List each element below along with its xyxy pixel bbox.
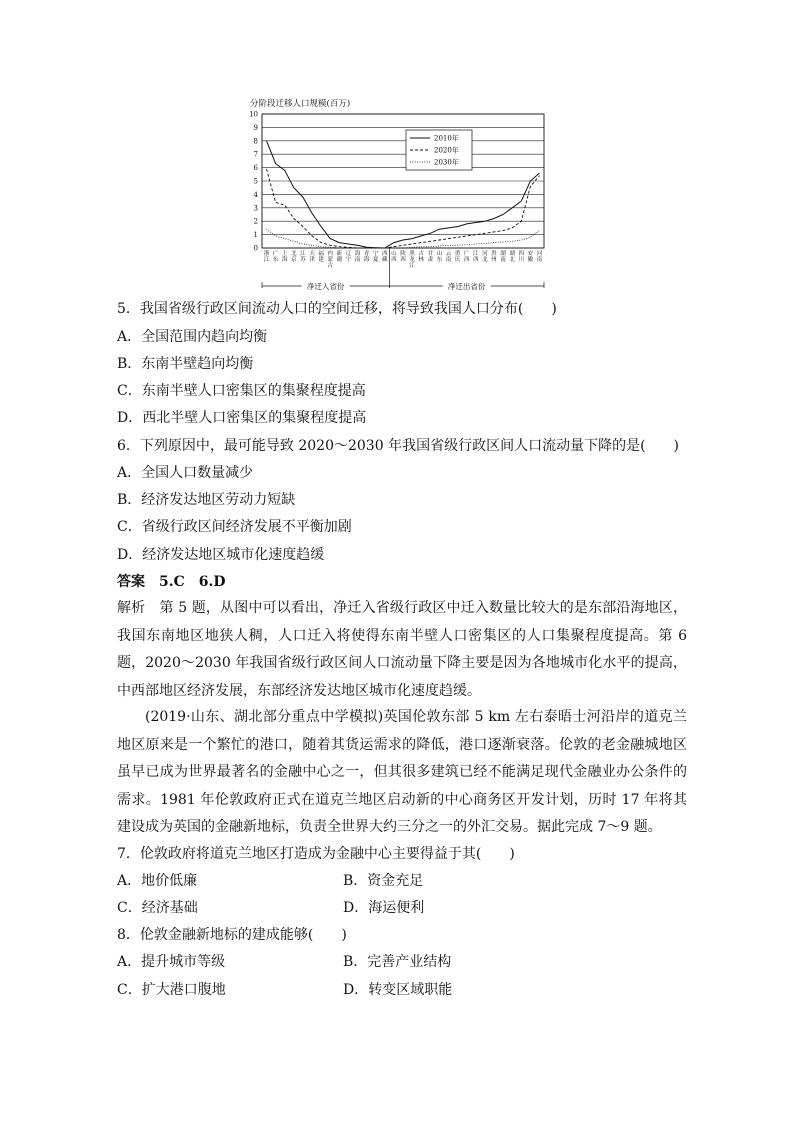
q8-option-b: B．完善产业结构 <box>343 954 452 970</box>
q7-option-c: C．经济基础 <box>117 900 198 916</box>
q8-option-c: C．扩大港口腹地 <box>117 982 226 998</box>
q6-stem: 6．下列原因中，最可能导致 2020～2030 年我国省级行政区间人口流动量下降的是( ) <box>117 438 679 454</box>
q7-option-b: B．资金充足 <box>343 873 424 889</box>
x-tick-label: 山东 <box>436 251 443 263</box>
group-label: 净迁出省份 <box>447 282 486 291</box>
q6-option-b: B．经济发达地区劳动力短缺 <box>117 492 296 508</box>
x-tick-label: 黑龙江 <box>409 251 415 269</box>
y-tick-label: 0 <box>253 244 258 253</box>
x-tick-label: 北京 <box>291 251 297 263</box>
x-tick-label: 天津 <box>309 251 315 263</box>
x-tick-label: 浙江 <box>263 251 270 263</box>
legend-label: 2020年 <box>434 146 459 155</box>
q6-option-d: D．经济发达地区城市化速度趋缓 <box>117 547 325 563</box>
x-tick-label: 贵州 <box>491 251 497 263</box>
x-tick-label: 吉林 <box>418 251 424 263</box>
migration-chart <box>248 96 548 292</box>
y-tick-label: 6 <box>253 164 258 173</box>
x-tick-label: 上海 <box>281 251 288 263</box>
x-tick-label: 云南 <box>445 251 452 263</box>
series-line-2030年 <box>267 229 540 248</box>
x-tick-label: 新疆 <box>336 251 343 263</box>
q5-option-b: B．东南半壁趋向均衡 <box>117 356 254 372</box>
x-tick-label: 青海 <box>363 251 370 263</box>
x-tick-label: 安徽 <box>527 251 534 263</box>
x-tick-label: 湖北 <box>509 251 515 263</box>
x-tick-label: 陕西 <box>400 251 406 263</box>
y-tick-label: 7 <box>253 150 258 159</box>
x-tick-label: 江西 <box>472 251 479 263</box>
q8-stem: 8．伦敦金融新地标的建成能够( ) <box>117 927 347 943</box>
legend-label: 2010年 <box>434 134 459 143</box>
x-tick-label: 山西 <box>391 251 397 263</box>
q5-option-d: D．西北半壁人口密集区的集聚程度提高 <box>117 410 367 426</box>
y-tick-label: 2 <box>253 217 258 226</box>
x-tick-label: 福建 <box>318 251 324 263</box>
x-tick-label: 广东 <box>272 251 279 263</box>
answer-line: 答案 5.C 6.D <box>117 574 226 590</box>
q7-option-d: D．海运便利 <box>343 900 425 916</box>
q5-option-c: C．东南半壁人口密集区的集聚程度提高 <box>117 383 366 399</box>
material-paragraph: (2019·山东、湖北部分重点中学模拟)英国伦敦东部 5 km 左右泰晤士河沿岸的道克兰地区原来是一个繁忙的港口，随着其货运需求的降低，港口逐渐衰落。伦敦的老金融城地区虽早已成为世界最著名的金融中心之一，但其很多建筑已经不能满足现代金融业办公条件的需求。1981 年伦敦政府正式在道克兰地区启动新的中心商务区开发计划，历时 17 年将其建设成为英国的金融新地标，负责全世界大约三分之一的外汇交易。据此完成 7～9 题。 <box>117 709 687 835</box>
x-tick-label: 河南 <box>536 251 543 263</box>
q8-option-d: D．转变区域职能 <box>343 982 453 998</box>
y-tick-label: 5 <box>253 177 258 186</box>
y-tick-label: 4 <box>253 190 258 199</box>
y-tick-label: 1 <box>253 231 258 240</box>
q5-option-a: A．全国范围内趋向均衡 <box>117 329 268 345</box>
y-tick-label: 3 <box>253 204 258 213</box>
q8-option-a: A．提升城市等级 <box>117 954 226 970</box>
y-tick-label: 8 <box>253 137 258 146</box>
x-tick-label: 广西 <box>463 251 470 263</box>
q6-option-a: A．全国人口数量减少 <box>117 465 254 481</box>
chart-title: 分阶段迁移人口规模(百万) <box>250 99 351 109</box>
x-tick-label: 重庆 <box>454 251 461 263</box>
q7-stem: 7．伦敦政府将道克兰地区打造成为金融中心主要得益于其( ) <box>117 846 515 862</box>
group-label: 净迁入省份 <box>306 282 345 291</box>
x-tick-label: 四川 <box>518 251 525 263</box>
x-tick-label: 江苏 <box>300 251 306 263</box>
x-tick-label: 河北 <box>482 251 488 263</box>
x-tick-label: 西藏 <box>382 251 388 263</box>
q6-option-c: C．省级行政区间经济发展不平衡加剧 <box>117 519 352 535</box>
x-tick-label: 内蒙古 <box>327 251 334 269</box>
x-tick-label: 湖南 <box>500 251 506 263</box>
q5-stem: 5．我国省级行政区间流动人口的空间迁移，将导致我国人口分布( ) <box>117 301 557 317</box>
q7-option-a: A．地价低廉 <box>117 873 198 889</box>
x-tick-label: 宁夏 <box>372 251 379 263</box>
x-tick-label: 海南 <box>354 251 361 263</box>
x-tick-label: 甘肃 <box>427 251 434 263</box>
x-tick-label: 辽宁 <box>345 251 352 263</box>
y-tick-label: 10 <box>249 110 258 119</box>
legend-label: 2030年 <box>434 158 459 167</box>
analysis-paragraph: 解析 第 5 题，从图中可以看出，净迁入省级行政区中迁入数量比较大的是东部沿海地区，我国东南地区地狭人稠，人口迁入将使得东南半壁人口密集区的人口集聚程度提高。第 6 题，2020～2030 年我国省级行政区间人口流动量下降主要是因为各地城市化水平的提高，中西部地区经济发展，东部经济发达地区城市化速度趋缓。 <box>117 600 687 699</box>
y-tick-label: 9 <box>253 123 258 132</box>
